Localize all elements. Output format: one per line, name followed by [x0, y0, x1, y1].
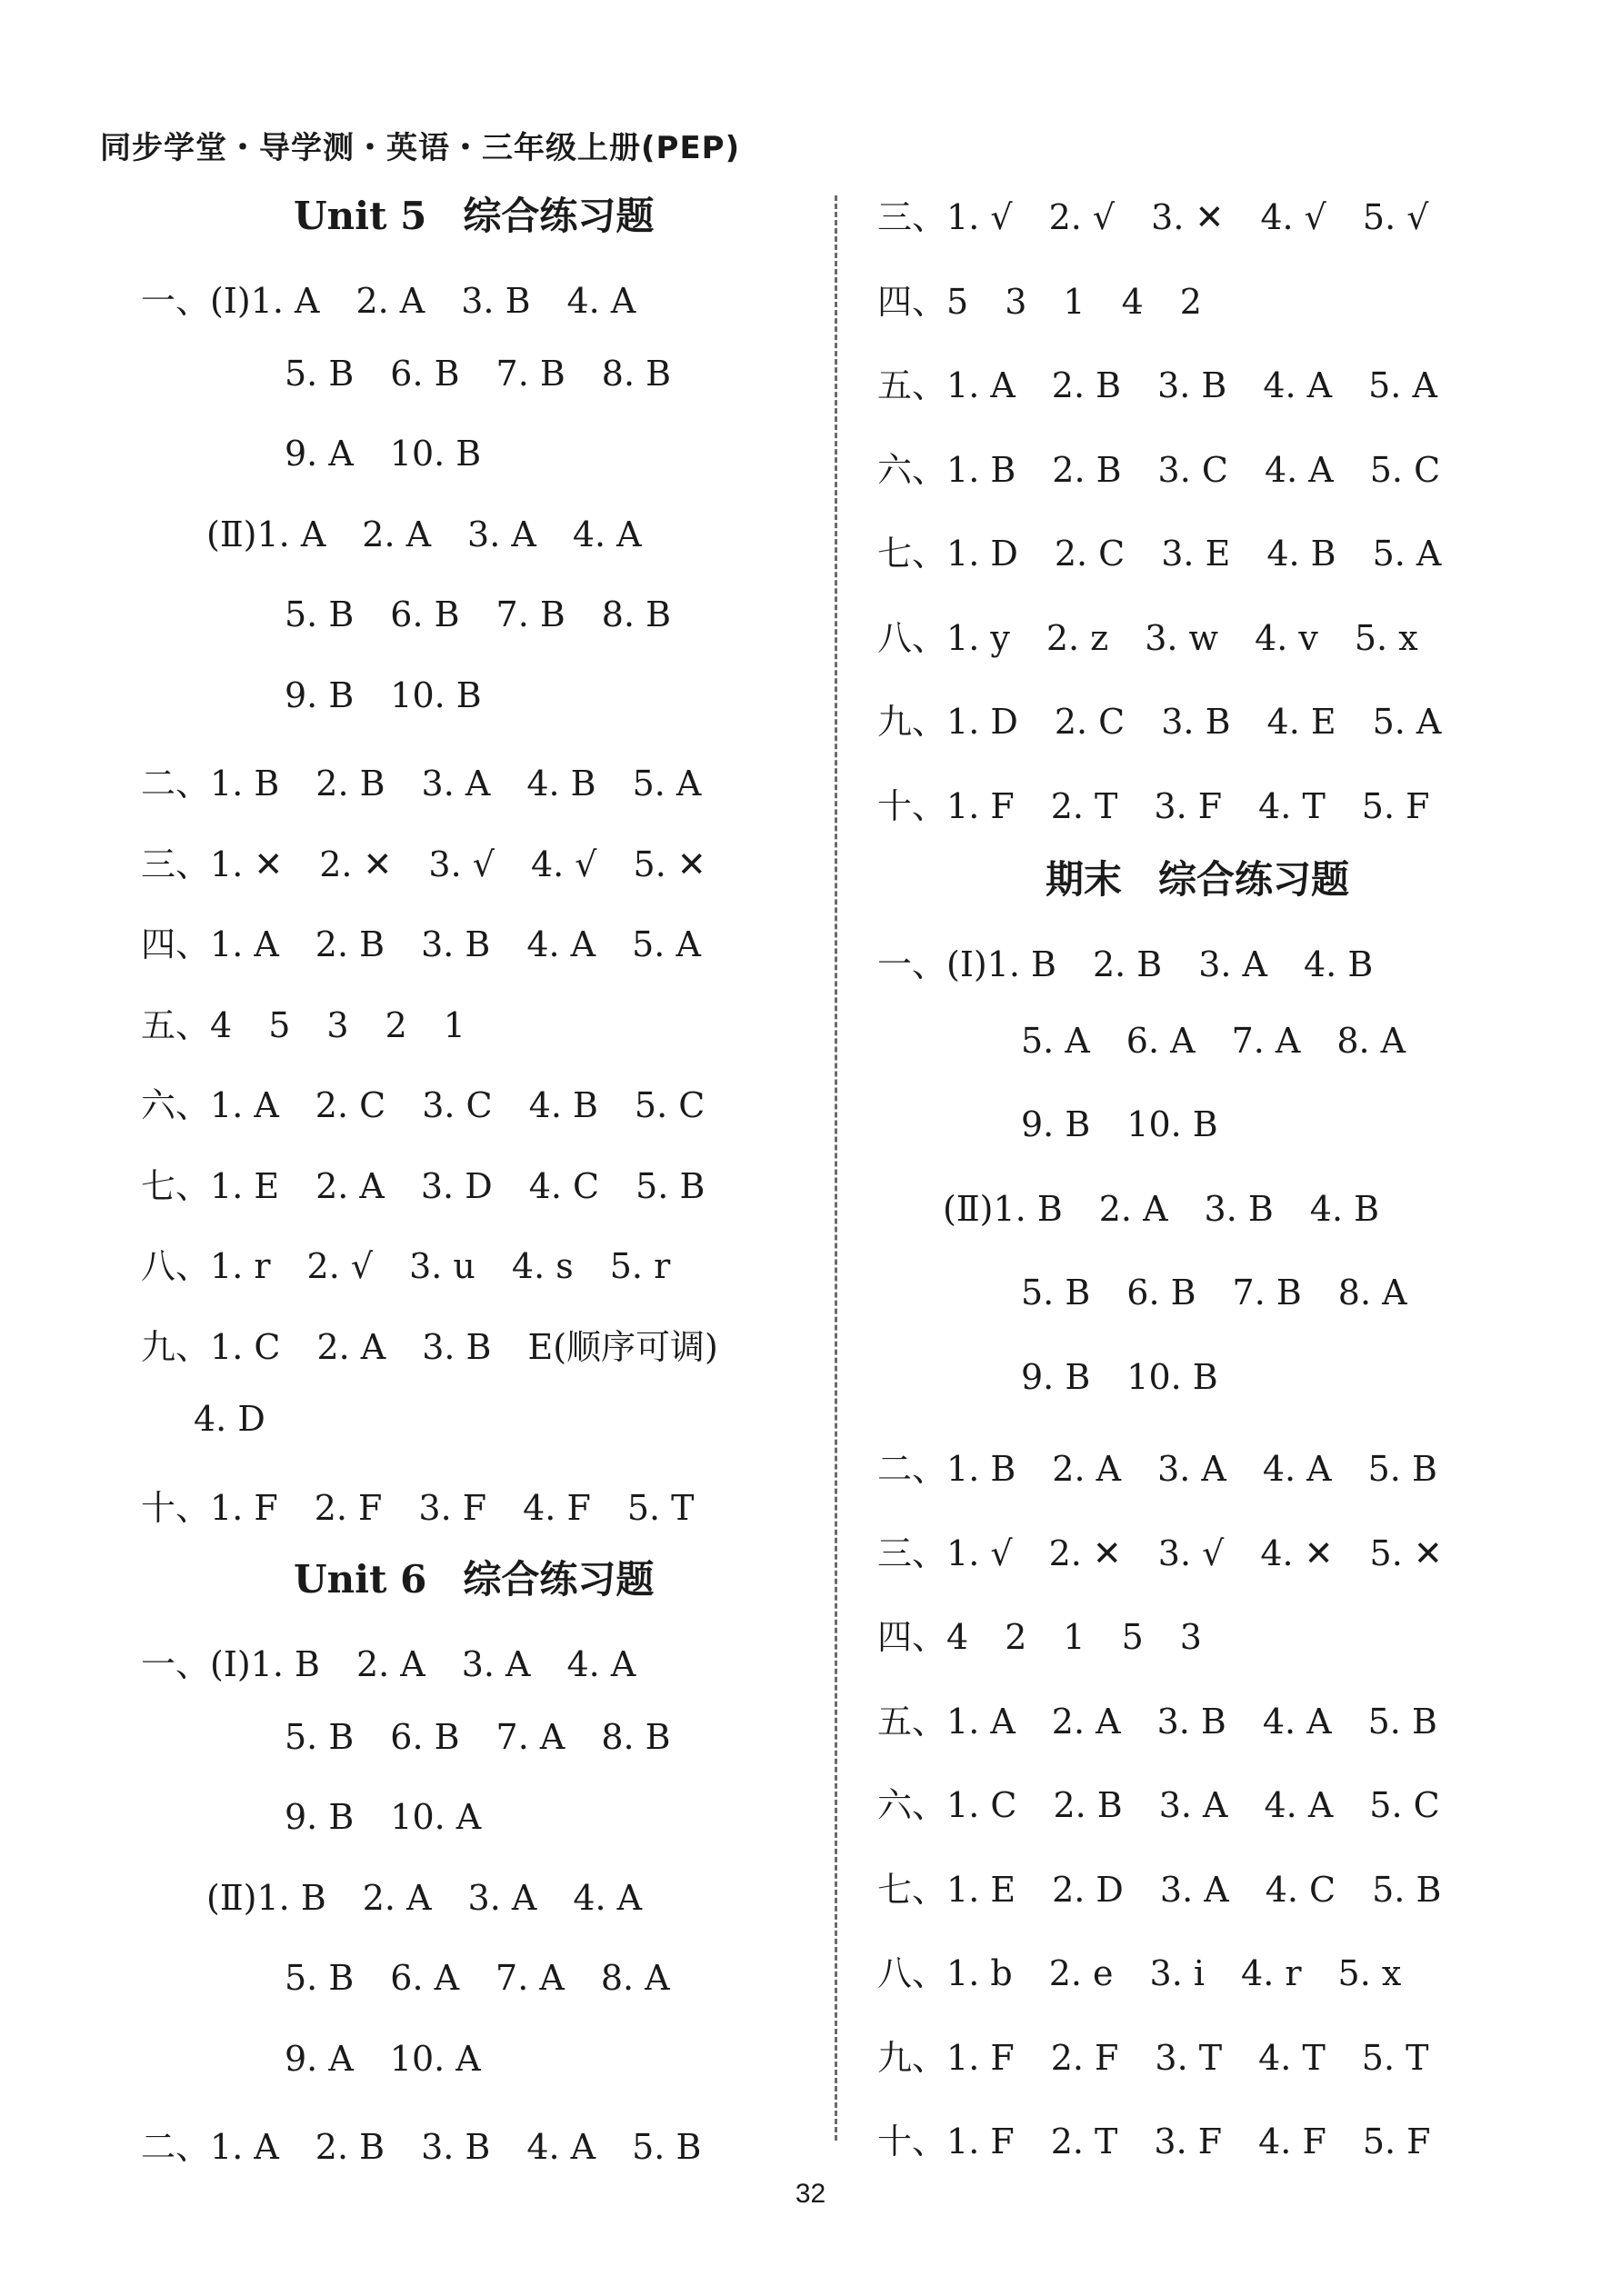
answer-item: 1. D	[946, 534, 1018, 574]
answer-item: 3. B	[1156, 1701, 1226, 1742]
answer-item: 2. A	[1051, 1701, 1121, 1742]
answer-line	[206, 1878, 642, 1918]
section-subtitle: 综合练习题	[463, 1557, 655, 1602]
answer-item: 5. x	[1337, 1953, 1402, 1993]
answer-item: 1. F	[210, 1487, 278, 1528]
answer-item: 3. D	[420, 1165, 493, 1206]
answer-line	[285, 434, 481, 474]
answer-item: 5. B	[285, 353, 355, 394]
answer-item: 2. T	[1050, 2121, 1118, 2161]
answer-item: 2. A	[355, 1644, 425, 1684]
answer-line	[877, 1862, 1441, 1912]
question-number: (Ⅱ)	[206, 514, 257, 554]
answer-item: 2. C	[1054, 534, 1126, 574]
answer-line	[194, 1399, 265, 1439]
answer-item: 4. A	[1262, 1701, 1332, 1742]
answer-item: 10. B	[390, 674, 482, 715]
answer-item: 2. z	[1046, 617, 1109, 658]
answer-line	[141, 2119, 701, 2169]
answer-item: 2. e	[1048, 1953, 1114, 1993]
question-number: 五、	[141, 1004, 211, 1045]
answer-item: 1. F	[946, 2121, 1015, 2161]
answer-item: 1. A	[250, 281, 320, 321]
answer-item: 4	[946, 1617, 969, 1657]
answer-item: 5. √	[1362, 197, 1429, 237]
answer-item: 1. A	[256, 514, 326, 554]
answer-line	[141, 1238, 670, 1288]
answer-item: 2	[1005, 1617, 1027, 1657]
question-number: 六、	[141, 1085, 211, 1125]
answer-item: 1	[1063, 1617, 1086, 1657]
answer-item: 1. A	[946, 1701, 1016, 1742]
answer-item: 1. C	[946, 1785, 1017, 1825]
answer-item: 2	[1179, 281, 1202, 322]
answer-line	[877, 1441, 1437, 1491]
answer-line	[141, 755, 701, 805]
answer-item: 3	[1005, 281, 1027, 322]
answer-line	[877, 936, 1373, 986]
answer-item: 1. B	[993, 1188, 1063, 1229]
section-heading	[1046, 850, 1349, 904]
answer-item: 9. B	[1021, 1104, 1091, 1144]
answer-item: 1. E	[946, 1869, 1016, 1910]
answer-item: 3. i	[1149, 1953, 1206, 1993]
answer-item: 3. A	[461, 1644, 531, 1684]
answer-item: 5. x	[1354, 617, 1418, 658]
answer-line	[877, 1693, 1437, 1743]
answer-line	[141, 1636, 635, 1686]
answer-item: 9. B	[285, 674, 355, 715]
answer-item: 1. B	[946, 1449, 1016, 1489]
answer-item: 1. B	[210, 764, 280, 804]
answer-item: 3. √	[428, 844, 495, 884]
answer-item: 1. C	[210, 1326, 281, 1367]
answer-item: 3. B	[421, 924, 491, 964]
answer-item: 6. B	[390, 594, 460, 634]
answer-item: 6. B	[1126, 1273, 1196, 1313]
answer-item: 5. B	[1372, 1869, 1442, 1910]
page-header: 同步学堂・导学测・英语・三年级上册(PEP)	[100, 130, 741, 166]
answer-item: 5	[268, 1004, 291, 1045]
section-title: 期末	[1046, 857, 1123, 902]
answer-item: 2. A	[1098, 1188, 1168, 1229]
answer-line	[285, 594, 671, 634]
answer-item: 1. √	[946, 197, 1013, 237]
answer-line	[1021, 1021, 1406, 1061]
answer-item: 5	[946, 281, 969, 322]
answer-item: 3. A	[467, 1877, 537, 1918]
answer-item: 4. √	[530, 844, 597, 884]
question-number: 六、	[877, 1785, 947, 1825]
answer-item: 3. A	[467, 514, 536, 554]
answer-item: 2. B	[1053, 1785, 1123, 1825]
answer-item: 5. C	[1369, 449, 1441, 490]
answer-item: 7. A	[495, 1716, 565, 1757]
question-number: 十、	[141, 1487, 211, 1528]
question-number: 三、	[877, 197, 947, 237]
answer-item: 10. A	[390, 1797, 482, 1837]
answer-item: 5. B	[285, 1716, 355, 1757]
answer-item: E(顺序可调)	[527, 1326, 718, 1367]
answer-item: 4	[210, 1004, 233, 1045]
answer-item: 5. C	[634, 1085, 705, 1125]
answer-item: 4. ✕	[1260, 1532, 1334, 1573]
answer-item: 2. A	[362, 514, 432, 554]
answer-item: 7. B	[495, 353, 565, 394]
answer-line	[1021, 1273, 1407, 1313]
answer-item: 5. F	[1362, 2121, 1431, 2161]
answer-item: 5. B	[632, 2127, 702, 2167]
answer-item: 2	[385, 1004, 407, 1045]
question-number: 八、	[877, 1953, 947, 1993]
answer-line	[877, 2113, 1431, 2163]
answer-item: 10. B	[1126, 1356, 1218, 1397]
answer-item: 4	[1121, 281, 1144, 322]
answer-item: 6. B	[390, 1716, 460, 1757]
answer-line	[877, 357, 1437, 407]
answer-line	[877, 1777, 1440, 1827]
answer-line	[285, 675, 482, 715]
answer-line	[141, 916, 701, 966]
answer-item: 4. B	[1303, 944, 1374, 984]
answer-line	[877, 274, 1202, 324]
answer-item: 1. B	[250, 1644, 320, 1684]
answer-line	[141, 997, 465, 1047]
answer-item: 10. B	[389, 434, 482, 474]
answer-item: 2. A	[315, 1165, 385, 1206]
answer-item: 5. C	[1369, 1785, 1440, 1825]
section-heading	[294, 1550, 654, 1604]
answer-item: 1. A	[210, 2127, 279, 2167]
answer-item: 8. B	[601, 353, 672, 394]
answer-item: 6. A	[1126, 1020, 1196, 1061]
section-title: Unit 5	[294, 194, 427, 238]
answer-item: 4. F	[1258, 2121, 1326, 2161]
answer-item: 4. T	[1258, 785, 1326, 826]
answer-item: 1. r	[210, 1246, 271, 1286]
answer-item: 4. A	[566, 281, 636, 321]
answer-item: 5. B	[635, 1165, 705, 1206]
answer-item: 3. B	[1161, 702, 1231, 742]
answer-item: 5. A	[1368, 365, 1437, 405]
question-number: 十、	[877, 2121, 947, 2161]
answer-item: 3. F	[1154, 2121, 1223, 2161]
answer-item: 4. F	[523, 1487, 591, 1528]
question-number: 三、	[141, 844, 211, 884]
section-subtitle: 综合练习题	[1158, 857, 1350, 902]
answer-item: 4. A	[526, 924, 596, 964]
answer-item: 1. √	[946, 1532, 1013, 1573]
answer-item: 5. T	[1361, 2037, 1429, 2078]
answer-item: 2. A	[355, 281, 425, 321]
answer-item: 10. A	[389, 2038, 481, 2079]
answer-item: 5. ✕	[1369, 1532, 1443, 1573]
answer-item: 1. F	[946, 2037, 1015, 2078]
answer-item: 5. F	[1361, 785, 1430, 826]
answer-item: 8. B	[601, 1716, 671, 1757]
question-number: (Ⅱ)	[943, 1188, 994, 1229]
answer-item: 2. B	[1052, 449, 1122, 490]
answer-item: 2. ✕	[1048, 1532, 1122, 1573]
answer-item: 2. C	[1054, 702, 1126, 742]
answer-item: 4. v	[1255, 617, 1318, 658]
page-number: 32	[795, 2179, 826, 2209]
answer-line	[877, 442, 1440, 492]
answer-item: 5	[1121, 1617, 1144, 1657]
answer-item: 4. A	[1263, 365, 1333, 405]
answer-item: 1. B	[946, 449, 1016, 490]
answer-item: 3. A	[1159, 1869, 1229, 1910]
answer-item: 3. √	[1157, 1532, 1225, 1573]
answer-item: 1. A	[210, 924, 279, 964]
answer-item: 1. b	[946, 1953, 1013, 1993]
answer-item: 1. y	[946, 617, 1010, 658]
answer-item: 4. s	[511, 1246, 574, 1286]
question-number: (Ⅱ)	[206, 1877, 257, 1918]
answer-line	[141, 1158, 705, 1208]
answer-item: 4. B	[526, 764, 596, 804]
answer-line	[877, 778, 1430, 828]
answer-item: 3. B	[422, 1326, 492, 1367]
answer-line	[141, 1319, 718, 1369]
answer-item: 8. A	[600, 1958, 670, 1998]
answer-item: 2. B	[315, 2127, 385, 2167]
answer-item: 9. B	[1021, 1356, 1091, 1397]
answer-item: 2. C	[315, 1085, 386, 1125]
answer-line	[877, 525, 1441, 575]
answer-item: 3. u	[409, 1246, 475, 1286]
answer-item: 3. T	[1155, 2037, 1223, 2078]
answer-item: 4. A	[566, 1644, 636, 1684]
answer-item: 4. A	[1262, 1449, 1332, 1489]
answer-line	[877, 1945, 1401, 1995]
answer-item: 2. D	[1052, 1869, 1124, 1910]
answer-item: 1. B	[256, 1877, 326, 1918]
answer-item: 3. B	[421, 2127, 491, 2167]
answer-item: 4. A	[1264, 1785, 1334, 1825]
answer-line	[285, 354, 671, 394]
answer-item: 4. B	[1309, 1188, 1380, 1229]
question-number: 二、	[141, 764, 211, 804]
question-number: 八、	[877, 617, 947, 658]
answer-item: 3	[326, 1004, 349, 1045]
answer-line	[285, 1797, 481, 1837]
answer-item: 5. ✕	[633, 844, 706, 884]
answer-item: 1	[443, 1004, 465, 1045]
answer-item: 4. B	[1266, 534, 1336, 574]
answer-item: 7. A	[1231, 1020, 1301, 1061]
question-number: 七、	[877, 1869, 947, 1910]
answer-line	[285, 1717, 671, 1757]
answer-line	[943, 1189, 1379, 1229]
section-subtitle: 综合练习题	[463, 194, 655, 238]
answer-item: 3. B	[461, 281, 531, 321]
answer-item: 3. F	[418, 1487, 487, 1528]
question-number: 五、	[877, 365, 947, 405]
question-number: 九、	[877, 702, 947, 742]
answer-item: 2. A	[316, 1326, 386, 1367]
question-number: 六、	[877, 449, 947, 490]
answer-item: 5. B	[285, 1958, 355, 1998]
question-number: 一、(Ⅰ)	[141, 1644, 251, 1684]
answer-item: 4. B	[528, 1085, 598, 1125]
answer-item: 8. B	[601, 594, 672, 634]
question-number: 二、	[141, 2127, 211, 2167]
answer-item: 4. A	[526, 2127, 596, 2167]
question-number: 三、	[877, 1532, 947, 1573]
question-number: 一、(Ⅰ)	[877, 944, 987, 984]
answer-item: 9. B	[285, 1797, 355, 1837]
answer-item: 4. A	[572, 514, 642, 554]
answer-item: 3. A	[1158, 1785, 1228, 1825]
answer-item: 5. r	[609, 1246, 671, 1286]
answer-item: 3. C	[422, 1085, 493, 1125]
answer-item: 3. B	[1204, 1188, 1274, 1229]
answer-item: 3. A	[1198, 944, 1267, 984]
answer-item: 4. √	[1260, 197, 1326, 237]
answer-item: 9. A	[285, 434, 354, 474]
answer-item: 5. B	[1021, 1273, 1091, 1313]
answer-item: 2. F	[1050, 2037, 1119, 2078]
answer-item: 2. F	[314, 1487, 383, 1528]
answer-item: 10. B	[1126, 1104, 1218, 1144]
answer-item: 4. C	[1265, 1869, 1336, 1910]
answer-item: 6. B	[390, 353, 460, 394]
answer-item: 2. B	[1092, 944, 1163, 984]
answer-item: 3. C	[1157, 449, 1228, 490]
answer-item: 3. B	[1157, 365, 1227, 405]
question-number: 七、	[141, 1165, 211, 1206]
answer-item: 5. A	[1021, 1020, 1090, 1061]
answer-line	[141, 836, 706, 886]
answer-item: 5. A	[1372, 702, 1442, 742]
answer-item: 2. B	[1051, 365, 1122, 405]
answer-item: 3	[1179, 1617, 1202, 1657]
question-number: 一、(Ⅰ)	[141, 281, 251, 321]
answer-line	[877, 189, 1428, 239]
answer-item: 3. A	[421, 764, 491, 804]
question-number: 四、	[877, 281, 947, 322]
answer-item: 1. A	[946, 365, 1016, 405]
answer-item: 2. A	[362, 1877, 432, 1918]
answer-item: 4. A	[573, 1877, 643, 1918]
answer-item: 4. T	[1258, 2037, 1326, 2078]
answer-item: 3. F	[1154, 785, 1223, 826]
answer-item: 2. √	[306, 1246, 374, 1286]
answer-line	[141, 1077, 705, 1127]
answer-item: 2. T	[1050, 785, 1118, 826]
question-number: 七、	[877, 534, 947, 574]
question-number: 四、	[141, 924, 211, 964]
answer-item: 5. A	[1372, 534, 1442, 574]
answer-line	[877, 1525, 1443, 1575]
answer-item: 2. B	[315, 764, 385, 804]
question-number: 九、	[877, 2037, 947, 2078]
answer-item: 7. B	[1232, 1273, 1302, 1313]
answer-item: 5. T	[626, 1487, 695, 1528]
answer-item: 9. A	[285, 2038, 354, 2079]
section-title: Unit 6	[294, 1557, 427, 1602]
answer-line	[1021, 1357, 1218, 1397]
answer-item: 1. A	[210, 1085, 279, 1125]
question-number: 五、	[877, 1701, 947, 1742]
answer-item: 1. B	[986, 944, 1056, 984]
answer-item: 6. A	[390, 1958, 460, 1998]
answer-item: 4. D	[194, 1399, 265, 1439]
answer-item: 3. ✕	[1151, 197, 1225, 237]
answer-line	[141, 1480, 695, 1530]
answer-item: 1	[1063, 281, 1086, 322]
answer-item: 7. A	[495, 1958, 565, 1998]
answer-line	[1021, 1104, 1218, 1144]
answer-item: 8. A	[1337, 1273, 1407, 1313]
answer-item: 1. F	[946, 785, 1015, 826]
answer-item: 5. B	[1367, 1701, 1437, 1742]
answer-item: 4. A	[1264, 449, 1334, 490]
answer-item: 2. A	[1052, 1449, 1122, 1489]
question-number: 八、	[141, 1246, 211, 1286]
answer-line	[285, 1958, 670, 1998]
answer-item: 5. B	[1367, 1449, 1437, 1489]
answer-item: 4. r	[1241, 1953, 1302, 1993]
answer-line	[877, 694, 1441, 744]
answer-item: 4. E	[1266, 702, 1336, 742]
answer-item: 1. E	[210, 1165, 280, 1206]
answer-item: 7. B	[495, 594, 565, 634]
answer-line	[877, 610, 1418, 660]
answer-line	[877, 2030, 1428, 2080]
answer-item: 2. B	[315, 924, 385, 964]
answer-item: 4. C	[528, 1165, 600, 1206]
answer-line	[285, 2039, 481, 2079]
answer-item: 5. A	[632, 924, 701, 964]
answer-line	[141, 273, 635, 323]
answer-item: 3. E	[1161, 534, 1231, 574]
question-number: 二、	[877, 1449, 947, 1489]
answer-item: 1. ✕	[210, 844, 284, 884]
answer-item: 8. A	[1336, 1020, 1406, 1061]
answer-item: 3. w	[1145, 617, 1219, 658]
answer-item: 5. A	[632, 764, 702, 804]
answer-item: 2. ✕	[319, 844, 393, 884]
answer-line	[206, 514, 642, 554]
answer-item: 2. √	[1048, 197, 1116, 237]
answer-item: 1. D	[946, 702, 1018, 742]
question-number: 四、	[877, 1617, 947, 1657]
answer-item: 5. B	[285, 594, 355, 634]
answer-line	[877, 1609, 1202, 1659]
question-number: 九、	[141, 1326, 211, 1367]
answer-item: 3. A	[1157, 1449, 1226, 1489]
question-number: 十、	[877, 785, 947, 826]
section-heading	[294, 186, 654, 241]
